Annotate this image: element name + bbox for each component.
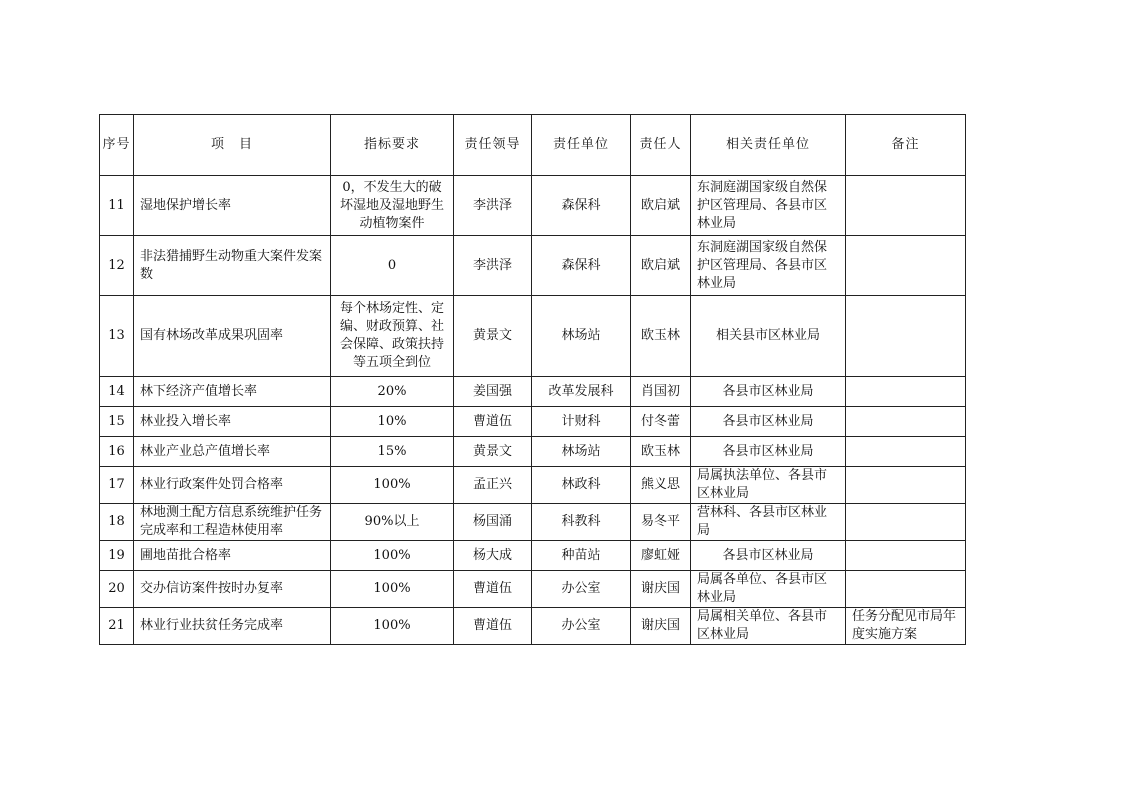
table-row: [100, 467, 966, 504]
row-related: 各县市区林业局: [691, 437, 846, 467]
row-unit: 计财科: [532, 407, 631, 437]
row-leader: 李洪泽: [454, 236, 532, 296]
row-leader: 黄景文: [454, 437, 532, 467]
header-person: 责任人: [631, 115, 691, 176]
row-person: 廖虹娅: [631, 541, 691, 571]
row-seq: 19: [100, 541, 134, 571]
row-unit: 办公室: [532, 608, 631, 645]
row-seq: 16: [100, 437, 134, 467]
row-remarks: [846, 437, 966, 467]
row-related: 各县市区林业局: [691, 377, 846, 407]
row-seq: 13: [100, 296, 134, 377]
row-seq: 20: [100, 571, 134, 608]
row-remarks: [846, 407, 966, 437]
row-seq: 18: [100, 504, 134, 541]
row-unit: 林政科: [532, 467, 631, 504]
row-remarks: [846, 504, 966, 541]
row-leader: 孟正兴: [454, 467, 532, 504]
row-remarks: [846, 571, 966, 608]
row-seq: 14: [100, 377, 134, 407]
row-person: 谢庆国: [631, 571, 691, 608]
row-unit: 森保科: [532, 176, 631, 236]
row-remarks: 任务分配见市局年度实施方案: [846, 608, 966, 645]
row-related: 相关县市区林业局: [691, 296, 846, 377]
header-leader: 责任领导: [454, 115, 532, 176]
task-table: [99, 114, 966, 645]
row-unit: 林场站: [532, 437, 631, 467]
row-leader: 曹道伍: [454, 407, 532, 437]
row-related: 局属各单位、各县市区林业局: [691, 571, 846, 608]
row-requirement: 100%: [331, 467, 454, 504]
row-unit: 林场站: [532, 296, 631, 377]
row-remarks: [846, 541, 966, 571]
row-seq: 21: [100, 608, 134, 645]
row-seq: 12: [100, 236, 134, 296]
row-person: 欧玉林: [631, 296, 691, 377]
row-person: 欧启斌: [631, 236, 691, 296]
row-item: 林业产业总产值增长率: [134, 437, 331, 467]
row-person: 易冬平: [631, 504, 691, 541]
header-unit: 责任单位: [532, 115, 631, 176]
row-unit: 办公室: [532, 571, 631, 608]
row-item: 林业行业扶贫任务完成率: [134, 608, 331, 645]
row-leader: 曹道伍: [454, 608, 532, 645]
row-item: 国有林场改革成果巩固率: [134, 296, 331, 377]
table-row: [100, 236, 966, 296]
row-related: 东洞庭湖国家级自然保护区管理局、各县市区林业局: [691, 176, 846, 236]
row-unit: 科教科: [532, 504, 631, 541]
row-person: 肖国初: [631, 377, 691, 407]
row-item: 非法猎捕野生动物重大案件发案数: [134, 236, 331, 296]
row-related: 局属相关单位、各县市区林业局: [691, 608, 846, 645]
row-unit: 森保科: [532, 236, 631, 296]
row-remarks: [846, 296, 966, 377]
row-leader: 李洪泽: [454, 176, 532, 236]
header-item: 项 目: [134, 115, 331, 176]
row-person: 谢庆国: [631, 608, 691, 645]
row-requirement: 0，不发生大的破坏湿地及湿地野生动植物案件: [331, 176, 454, 236]
table-row: [100, 407, 966, 437]
row-seq: 11: [100, 176, 134, 236]
row-requirement: 20%: [331, 377, 454, 407]
row-related: 东洞庭湖国家级自然保护区管理局、各县市区林业局: [691, 236, 846, 296]
row-item: 湿地保护增长率: [134, 176, 331, 236]
row-requirement: 15%: [331, 437, 454, 467]
row-item: 圃地苗批合格率: [134, 541, 331, 571]
row-seq: 17: [100, 467, 134, 504]
header-row: [100, 115, 966, 176]
row-person: 付冬蕾: [631, 407, 691, 437]
table-row: [100, 571, 966, 608]
row-unit: 种苗站: [532, 541, 631, 571]
header-seq: 序号: [100, 115, 134, 176]
table-row: [100, 608, 966, 645]
row-leader: 杨国涌: [454, 504, 532, 541]
table-row: [100, 437, 966, 467]
row-person: 欧玉林: [631, 437, 691, 467]
row-item: 林地测土配方信息系统维护任务完成率和工程造林使用率: [134, 504, 331, 541]
table-row: [100, 296, 966, 377]
row-person: 熊义思: [631, 467, 691, 504]
row-requirement: 10%: [331, 407, 454, 437]
row-item: 林下经济产值增长率: [134, 377, 331, 407]
header-requirement: 指标要求: [331, 115, 454, 176]
row-requirement: 100%: [331, 608, 454, 645]
row-leader: 黄景文: [454, 296, 532, 377]
row-related: 各县市区林业局: [691, 541, 846, 571]
row-related: 营林科、各县市区林业局: [691, 504, 846, 541]
row-remarks: [846, 176, 966, 236]
row-requirement: 100%: [331, 541, 454, 571]
row-leader: 杨大成: [454, 541, 532, 571]
row-seq: 15: [100, 407, 134, 437]
header-remarks: 备注: [846, 115, 966, 176]
row-leader: 曹道伍: [454, 571, 532, 608]
row-related: 各县市区林业局: [691, 407, 846, 437]
row-remarks: [846, 467, 966, 504]
row-leader: 姜国强: [454, 377, 532, 407]
row-person: 欧启斌: [631, 176, 691, 236]
table-row: [100, 504, 966, 541]
table-row: [100, 176, 966, 236]
header-related: 相关责任单位: [691, 115, 846, 176]
row-requirement: 90%以上: [331, 504, 454, 541]
row-unit: 改革发展科: [532, 377, 631, 407]
row-related: 局属执法单位、各县市区林业局: [691, 467, 846, 504]
row-remarks: [846, 236, 966, 296]
row-requirement: 每个林场定性、定编、财政预算、社会保障、政策扶持等五项全到位: [331, 296, 454, 377]
table-row: [100, 377, 966, 407]
row-item: 林业投入增长率: [134, 407, 331, 437]
row-item: 林业行政案件处罚合格率: [134, 467, 331, 504]
row-item: 交办信访案件按时办复率: [134, 571, 331, 608]
row-requirement: 100%: [331, 571, 454, 608]
row-remarks: [846, 377, 966, 407]
row-requirement: 0: [331, 236, 454, 296]
table-row: [100, 541, 966, 571]
